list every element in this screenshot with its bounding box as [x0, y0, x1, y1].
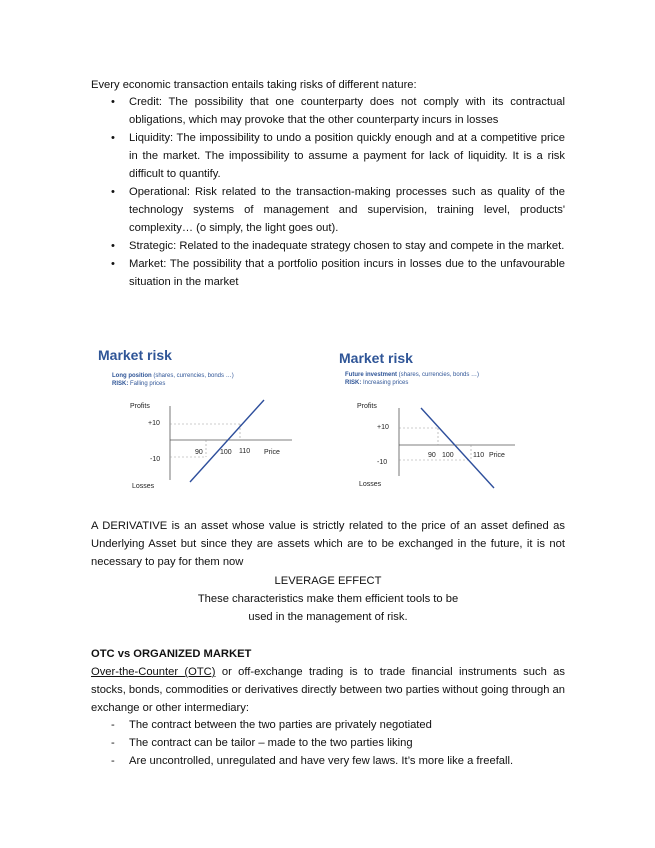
risk-list — [91, 93, 565, 291]
tick-110: 110 — [473, 452, 485, 459]
tick-100: 100 — [442, 452, 454, 459]
x-label-price: Price — [489, 452, 505, 459]
otc-point-text: Are uncontrolled, unregulated and have very few laws. It’s more like a freefall. — [129, 755, 514, 767]
otc-point — [91, 734, 565, 752]
y-label-losses: Losses — [359, 481, 382, 488]
y-label-profits: Profits — [130, 403, 150, 410]
otc-point-text: The contract between the two parties are privately negotiated — [129, 719, 432, 731]
y-label-profits: Profits — [357, 403, 377, 410]
characteristics-line-1: These characteristics make them efficient tools to be — [197, 593, 459, 605]
tick-90: 90 — [195, 449, 203, 456]
otc-point — [91, 752, 565, 770]
y-label-losses: Losses — [132, 483, 155, 490]
market-risk-chart-long — [92, 340, 312, 500]
risk-item-liquidity — [91, 129, 565, 183]
chart-title: Market risk — [98, 347, 172, 363]
tick-minus-ten: -10 — [150, 456, 161, 463]
x-label-price: Price — [264, 449, 280, 456]
chart-title: Market risk — [339, 350, 413, 366]
risk-item-credit — [91, 93, 565, 129]
tick-plus-ten: +10 — [377, 424, 389, 431]
dash-mark: - — [111, 737, 115, 749]
bullet-mark: • — [111, 96, 115, 108]
otc-points-list — [91, 716, 565, 770]
risk-text: Operational: Risk related to the transaction-making processes such as quality of the technology systems of management and supervision, training level, products' complexity… (o simply, the light goes out). — [129, 186, 565, 234]
otc-paragraph — [91, 663, 565, 717]
leverage-effect-label: LEVERAGE EFFECT — [274, 575, 382, 587]
tick-plus-ten: +10 — [148, 420, 160, 427]
chart-subtitle-2: RISK: Falling prices — [112, 381, 166, 387]
chart-subtitle-1: Future investment (shares, currencies, bonds …) — [345, 372, 480, 378]
chart-subtitle-2: RISK: Increasing prices — [345, 380, 409, 386]
tick-110: 110 — [239, 448, 251, 455]
tick-100: 100 — [220, 449, 232, 456]
risk-text: Credit: The possibility that one counterparty does not comply with its contractual obligations, which may provoke that the other counterparty incurs in losses — [129, 96, 565, 126]
otc-link[interactable]: Over-the-Counter (OTC) — [91, 666, 216, 678]
bullet-mark: • — [111, 186, 115, 198]
dash-mark: - — [111, 755, 115, 767]
chart-subtitle-1: Long position (shares, currencies, bonds …) — [112, 373, 234, 379]
risk-text: Liquidity: The impossibility to undo a position quickly enough and at a competitive price in the market. The impossibility to assume a payment for lack of liquidity. It is a risk difficult to quantify. — [129, 132, 565, 180]
risk-item-market — [91, 255, 565, 291]
dash-mark: - — [111, 719, 115, 731]
bullet-mark: • — [111, 258, 115, 270]
risk-item-strategic — [91, 237, 565, 255]
otc-point — [91, 716, 565, 734]
tick-minus-ten: -10 — [377, 459, 388, 466]
tick-90: 90 — [428, 452, 436, 459]
risk-item-operational — [91, 183, 565, 237]
bullet-mark: • — [111, 240, 115, 252]
payoff-line-rising — [190, 400, 264, 482]
otc-text: or off-exchange trading is to trade financial instruments such as stocks, bonds, commodities or derivatives directly between two parties without going through an exchange or other intermediary: — [91, 666, 565, 714]
derivative-definition: A DERIVATIVE is an asset whose value is strictly related to the price of an asset defined as Underlying Asset but since they are assets which are to be exchanged in the future, it is not necessary to pay for them now — [91, 520, 565, 568]
risk-text: Strategic: Related to the inadequate strategy chosen to stay and compete in the market. — [129, 240, 565, 252]
bullet-mark: • — [111, 132, 115, 144]
payoff-line-falling — [421, 408, 494, 488]
risk-text: Market: The possibility that a portfolio position incurs in losses due to the unfavourable situation in the market — [129, 258, 565, 288]
otc-point-text: The contract can be tailor – made to the two parties liking — [129, 737, 413, 749]
otc-heading: OTC vs ORGANIZED MARKET — [91, 648, 252, 660]
market-risk-chart-future — [335, 340, 535, 500]
intro-text: Every economic transaction entails taking risks of different nature: — [91, 79, 417, 91]
characteristics-line-2: used in the management of risk. — [248, 611, 408, 623]
